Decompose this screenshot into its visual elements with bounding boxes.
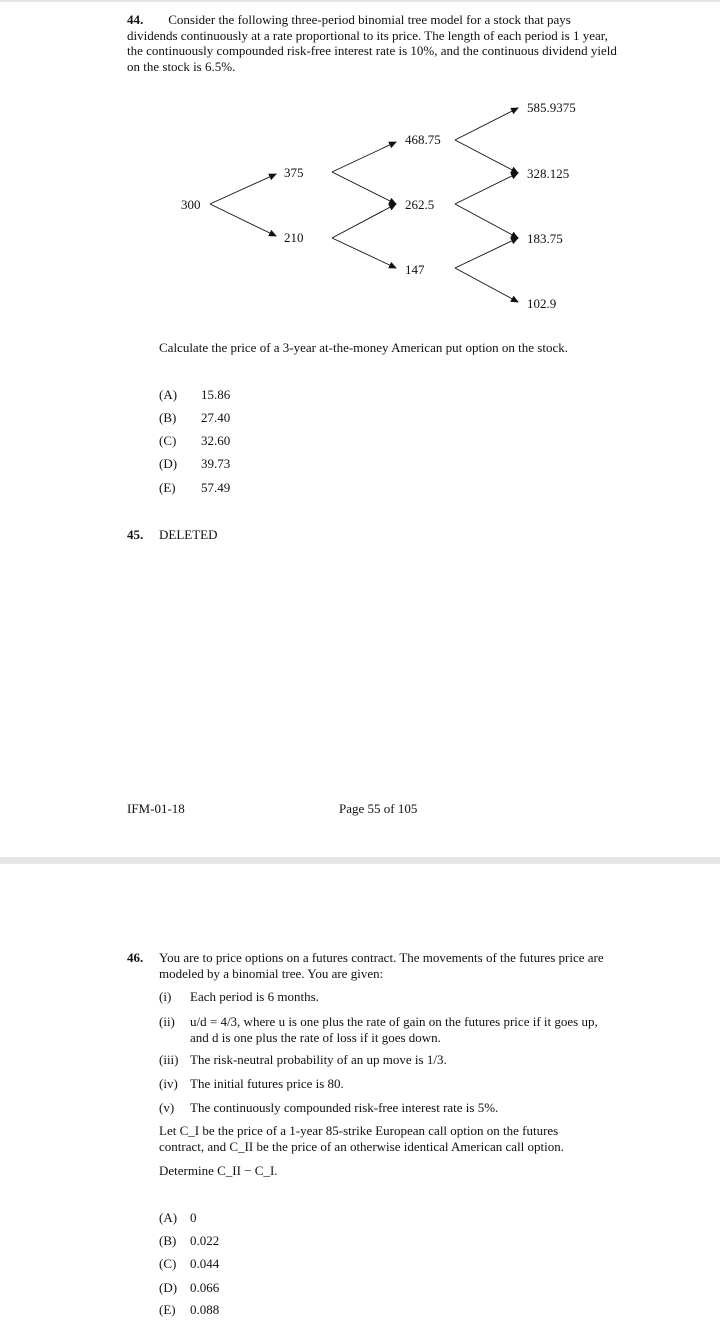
given-item-iv	[159, 1076, 344, 1092]
question-text: Consider the following three-period binomial tree model for a stock that pays dividends continuously at a rate proportional to its price. The length of each period is 1 year, the continuously compounded risk-free interest rate is 10%, and the continuous dividend yield on the stock is 6.5%.	[127, 12, 617, 74]
choice-value: 0	[190, 1210, 197, 1225]
question-46-intro: You are to price options on a futures contract. The movements of the futures price are modeled by a binomial tree. You are given:	[159, 950, 604, 981]
tree-node-udd: 183.75	[527, 231, 563, 246]
choice-b	[159, 410, 230, 426]
branch-u-down	[332, 172, 396, 204]
branch-ud-up	[455, 173, 518, 204]
question-number: 45.	[127, 527, 144, 542]
question-text: DELETED	[159, 527, 218, 542]
binomial-tree-diagram	[0, 90, 720, 320]
question-46-determine: Determine C_II − C_I.	[159, 1163, 278, 1178]
question-46-number: 46.	[127, 950, 144, 965]
choice-value: 15.86	[201, 387, 231, 402]
choice-label: (C)	[159, 1256, 177, 1271]
item-text: The risk-neutral probability of an up move is 1/3.	[190, 1052, 447, 1067]
given-item-i	[159, 989, 319, 1005]
item-text: The continuously compounded risk-free interest rate is 5%.	[190, 1100, 499, 1115]
item-text: The initial futures price is 80.	[190, 1076, 344, 1091]
item-label: (i)	[159, 989, 172, 1004]
choice-label: (A)	[159, 387, 178, 402]
choice-value: 0.088	[190, 1302, 220, 1317]
choice-c	[159, 1256, 219, 1272]
branch-d-down	[332, 238, 396, 268]
tree-node-ddd: 102.9	[527, 296, 557, 311]
item-label: (iv)	[159, 1076, 178, 1091]
given-item-v	[159, 1100, 498, 1116]
branch-s0-up	[210, 174, 276, 204]
page-break	[0, 857, 720, 864]
item-label: (ii)	[159, 1014, 175, 1029]
question-44	[127, 12, 617, 74]
choice-label: (A)	[159, 1210, 178, 1225]
choice-value: 0.066	[190, 1280, 220, 1295]
choice-label: (C)	[159, 433, 177, 448]
item-text: Each period is 6 months.	[190, 989, 319, 1004]
footer-doc-id: IFM-01-18	[127, 801, 185, 816]
choice-value: 39.73	[201, 456, 231, 471]
choice-value: 32.60	[201, 433, 231, 448]
footer-page-number: Page 55 of 105	[339, 801, 418, 816]
choice-e	[159, 480, 230, 496]
tree-node-s0: 300	[181, 197, 201, 212]
choice-e	[159, 1302, 219, 1318]
branch-dd-down	[455, 268, 518, 302]
choice-value: 0.022	[190, 1233, 220, 1248]
choice-value: 27.40	[201, 410, 231, 425]
item-text: u/d = 4/3, where u is one plus the rate of gain on the futures price if it goes up,	[190, 1014, 598, 1029]
choice-b	[159, 1233, 219, 1249]
tree-node-u: 375	[284, 165, 304, 180]
choice-label: (B)	[159, 1233, 177, 1248]
item-label: (iii)	[159, 1052, 179, 1067]
choice-value: 0.044	[190, 1256, 220, 1271]
question-number: 44.	[127, 12, 144, 27]
item-label: (v)	[159, 1100, 175, 1115]
item-text-cont: and d is one plus the rate of loss if it goes down.	[190, 1029, 441, 1045]
choice-label: (D)	[159, 456, 178, 471]
tree-node-uuu: 585.9375	[527, 100, 576, 115]
branch-ud-down	[455, 204, 518, 238]
branch-d-up	[332, 204, 396, 238]
page-top-rule	[0, 0, 720, 2]
choice-label: (D)	[159, 1280, 178, 1295]
choice-label: (B)	[159, 410, 177, 425]
tree-node-ud: 262.5	[405, 197, 435, 212]
choice-d	[159, 456, 230, 472]
given-item-ii	[159, 1014, 639, 1045]
choice-a	[159, 387, 230, 403]
choice-d	[159, 1280, 219, 1296]
question-46-let: Let C_I be the price of a 1-year 85-strike European call option on the futures contract, and C_II be the price of an otherwise identical American call option.	[159, 1123, 565, 1154]
question-44-prompt: Calculate the price of a 3-year at-the-money American put option on the stock.	[159, 340, 568, 355]
choice-label: (E)	[159, 1302, 176, 1317]
tree-node-uud: 328.125	[527, 166, 570, 181]
tree-node-dd: 147	[405, 262, 425, 277]
branch-uu-down	[455, 140, 518, 173]
given-item-iii	[159, 1052, 447, 1068]
branch-dd-up	[455, 238, 518, 268]
tree-node-uu: 468.75	[405, 132, 441, 147]
branch-s0-down	[210, 204, 276, 236]
choice-label: (E)	[159, 480, 176, 495]
tree-node-d: 210	[284, 230, 304, 245]
branch-u-up	[332, 142, 396, 172]
choice-c	[159, 433, 230, 449]
question-45	[127, 527, 217, 543]
choice-a	[159, 1210, 197, 1226]
branch-uu-up	[455, 108, 518, 140]
choice-value: 57.49	[201, 480, 231, 495]
